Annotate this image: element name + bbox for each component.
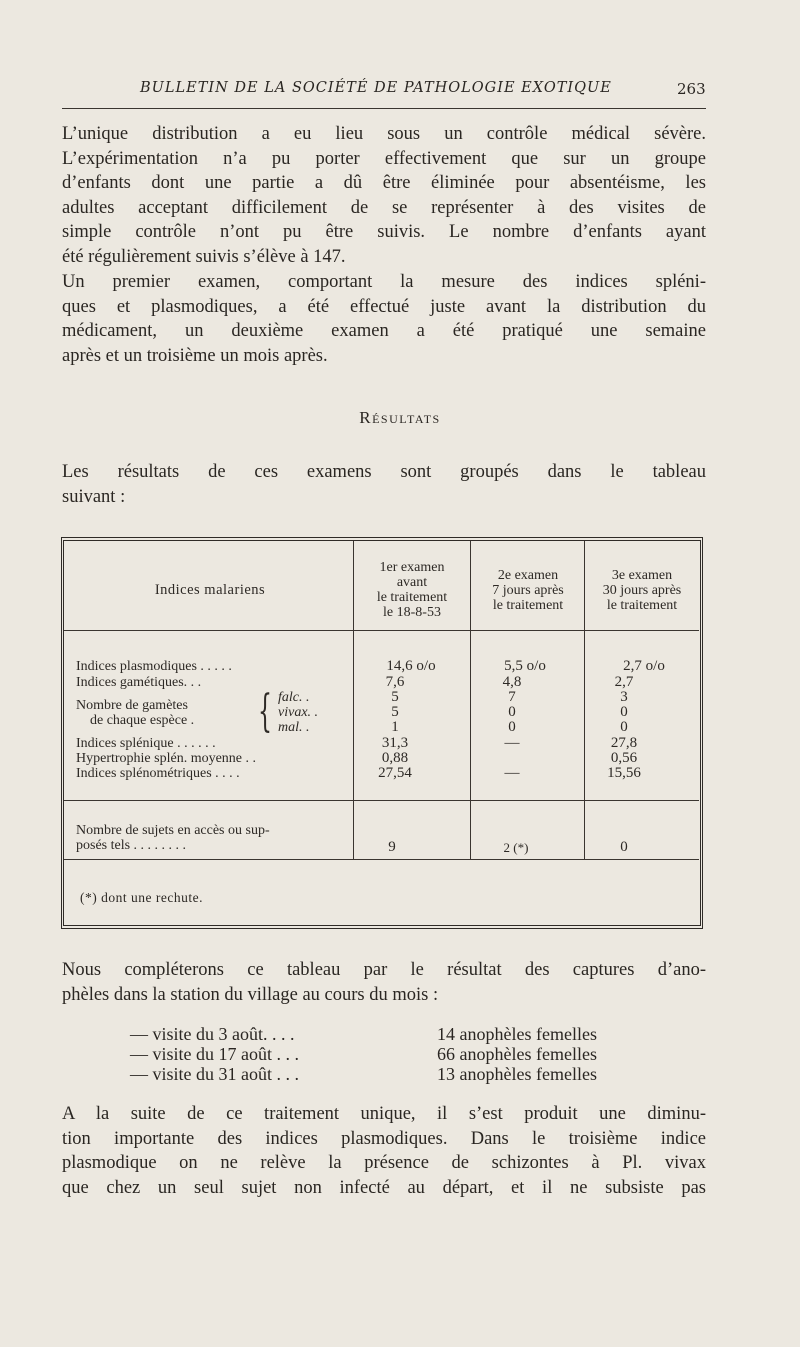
header-indices-malariens: Indices malariens: [154, 582, 266, 598]
cell-value: 0: [620, 719, 628, 735]
cell-value: 2,7 o/o: [623, 658, 665, 674]
closing-paragraph: [62, 1102, 706, 1200]
page-number: 263: [677, 80, 706, 98]
header-line: 7 jours après: [492, 583, 564, 598]
row-label: Indices plasmodiques . . . . .: [76, 659, 232, 674]
table-header-rule: [64, 630, 699, 631]
results-paragraph: [62, 460, 706, 509]
text-line: L’unique distribution a eu lieu sous un contrôle médical sévère.: [62, 124, 706, 144]
header-first-exam: [356, 560, 468, 620]
text-line: suivant :: [62, 486, 126, 507]
cell-value: 0: [620, 704, 628, 720]
text-line: simple contrôle n’ont pu être suivis. Le nombre d’enfants ayant: [62, 222, 706, 243]
text-line: Les résultats de ces examens sont groupés dans le tableau: [62, 462, 706, 482]
captures-paragraph: [62, 958, 706, 1007]
row-label-gametes: Nombre de gamètes: [76, 698, 188, 713]
cell-value: 15,56: [607, 765, 641, 781]
cell-value: 5: [391, 704, 399, 720]
cell-value: 4,8: [502, 674, 522, 690]
capture-result: 66 anophèles femelles: [437, 1044, 597, 1064]
text-line: Un premier examen, comportant la mesure des indices spléni-: [62, 272, 706, 292]
row-label: Indices splénométriques . . . .: [76, 766, 240, 781]
text-line: adultes acceptant difficilement de se représenter à des visites de: [62, 197, 706, 218]
table-footer-rule: [64, 859, 699, 860]
cell-value: 27,54: [378, 765, 412, 781]
text-line: plasmodique on ne relève la présence de schizontes à Pl. vivax: [62, 1153, 706, 1174]
header-line: le traitement: [492, 598, 564, 613]
exam-paragraph: [62, 270, 706, 368]
cell-value: 0: [620, 839, 628, 855]
running-title: BULLETIN DE LA SOCIÉTÉ DE PATHOLOGIE EXOTIQUE: [140, 80, 612, 96]
header-line: le 18-8-53: [383, 605, 441, 620]
brace-glyph: {: [258, 686, 272, 737]
header-line: le traitement: [606, 598, 678, 613]
cell-value: 5: [391, 689, 399, 705]
header-line: 3e examen: [611, 568, 673, 583]
capture-visit: — visite du 3 août. . . .: [130, 1024, 295, 1044]
subjects-label: Nombre de sujets en accès ou sup-: [76, 823, 270, 838]
text-line: d’enfants dont une partie a dû être éliminée pour absentéisme, les: [62, 173, 706, 194]
text-line: après et un troisième un mois après.: [62, 345, 328, 366]
cell-value: 7: [508, 689, 516, 705]
header-line: avant: [396, 575, 428, 590]
row-sublabel: vivax. .: [278, 705, 319, 720]
text-line: tion importante des indices plasmodiques. Dans le troisième indice: [62, 1128, 706, 1149]
intro-paragraph: [62, 122, 706, 270]
cell-value: —: [504, 735, 520, 751]
cell-value: 14,6 o/o: [386, 658, 436, 674]
cell-value: 2 (*): [503, 840, 529, 855]
cell-value: 3: [620, 689, 628, 705]
cell-value: 0: [508, 719, 516, 735]
cell-value: 31,3: [381, 735, 409, 751]
text-line: L’expérimentation n’a pu porter effectivement que sur un groupe: [62, 148, 706, 169]
header-third-exam: [586, 568, 698, 613]
text-line: été régulièrement suivis s’élève à 147.: [62, 246, 346, 267]
cell-value: 0,56: [610, 750, 638, 766]
header-line: 30 jours après: [602, 583, 682, 598]
row-label: Indices splénique . . . . . .: [76, 736, 216, 751]
cell-value: 7,6: [385, 674, 405, 690]
text-line: que chez un seul sujet non infecté au départ, et il ne subsiste pas: [62, 1177, 706, 1198]
row-sublabel: mal. .: [278, 720, 310, 735]
cell-value: 2,7: [614, 674, 634, 690]
table-footnote: (*) dont une rechute.: [80, 890, 203, 905]
row-label: Hypertrophie splén. moyenne . .: [76, 751, 257, 766]
subjects-label: posés tels . . . . . . . .: [76, 838, 187, 853]
cell-value: 1: [391, 719, 399, 735]
cell-value: 5,5 o/o: [504, 658, 546, 674]
capture-result: 14 anophèles femelles: [437, 1024, 597, 1044]
row-sublabel: falc. .: [278, 690, 310, 705]
text-line: Nous compléterons ce tableau par le résultat des captures d’ano-: [62, 960, 706, 980]
header-rule: [62, 108, 706, 109]
cell-value: —: [504, 765, 520, 781]
header-line: 2e examen: [497, 568, 559, 583]
text-line: phèles dans la station du village au cours du mois :: [62, 984, 439, 1005]
text-line: médicament, un deuxième examen a été pratiqué une semaine: [62, 321, 706, 342]
cell-value: 0,88: [381, 750, 409, 766]
capture-visit: — visite du 31 août . . .: [130, 1064, 299, 1084]
cell-value: 0: [508, 704, 516, 720]
row-label: Indices gamétiques. . .: [76, 675, 202, 690]
text-line: ques et plasmodiques, a été effectué juste avant la distribution du: [62, 296, 706, 317]
header-line: 1er examen: [379, 560, 445, 575]
header-line: le traitement: [376, 590, 448, 605]
header-second-exam: [472, 568, 584, 613]
text-line: A la suite de ce traitement unique, il s’est produit une diminu-: [62, 1104, 706, 1124]
row-label-gametes: de chaque espèce .: [90, 713, 195, 728]
results-title: Résultats: [359, 408, 441, 427]
capture-visit: — visite du 17 août . . .: [130, 1044, 299, 1064]
cell-value: 9: [388, 839, 396, 855]
capture-result: 13 anophèles femelles: [437, 1064, 597, 1084]
cell-value: 27,8: [610, 735, 638, 751]
table-body-rule: [64, 800, 699, 801]
